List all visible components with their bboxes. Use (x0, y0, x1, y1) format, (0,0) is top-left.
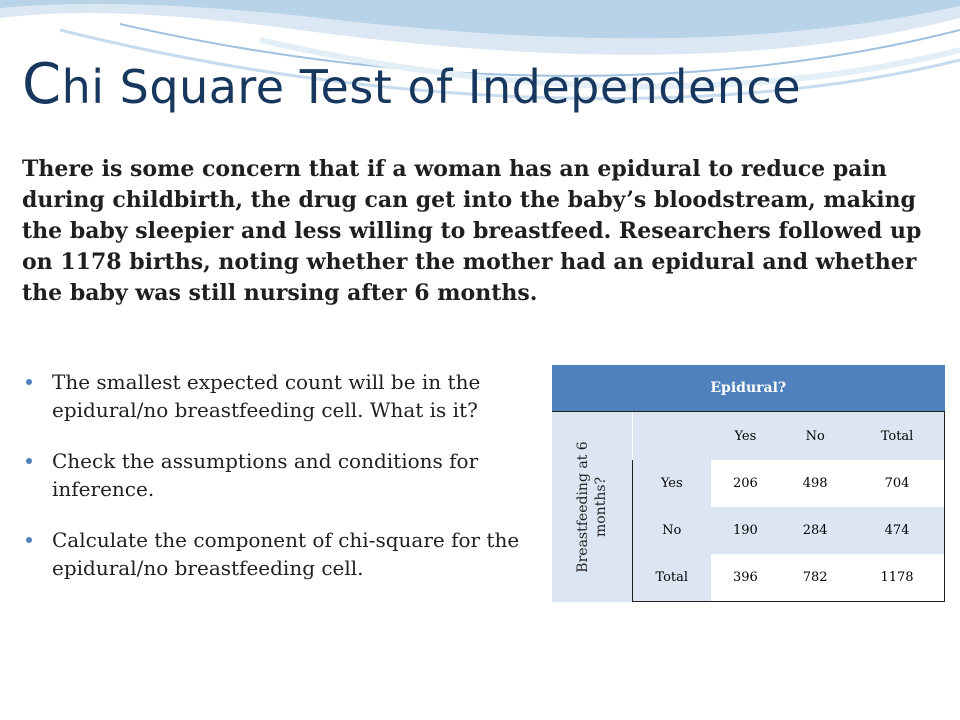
slide-title (22, 52, 801, 117)
table-cell: 1178 (850, 554, 944, 602)
table-cell: 284 (780, 507, 850, 554)
bullet-text: Check the assumptions and conditions for inference. (52, 449, 479, 501)
bullet-dot-icon (26, 537, 32, 543)
row-label: Total (633, 554, 711, 602)
bullet-item (22, 368, 532, 424)
table-corner-cell (633, 412, 711, 461)
bullet-dot-icon (26, 458, 32, 464)
intro-paragraph: There is some concern that if a woman has an epidural to reduce pain during childbirth, the drug can get into the baby’s bloodstream, making the baby sleepier and less willing to breastfeed. Researchers followed up on 1178 births, noting whether the mother had an epidural and whether the baby was still nursing after 6 months. (22, 156, 922, 306)
bullet-item (22, 447, 532, 503)
title-rest: hi Square Test of Independence (61, 60, 802, 114)
table-column-header: Epidural? (552, 365, 945, 412)
row-label: Yes (633, 460, 711, 507)
table-cell: 782 (780, 554, 850, 602)
table-row-header-cell (552, 412, 633, 602)
column-label: Yes (711, 412, 781, 461)
bullet-dot-icon (26, 379, 32, 385)
table-cell: 396 (711, 554, 781, 602)
column-label: Total (850, 412, 944, 461)
title-first-letter: C (22, 52, 62, 117)
table-cell: 474 (850, 507, 944, 554)
bullet-text: The smallest expected count will be in the epidural/no breastfeeding cell. What is it? (52, 370, 481, 422)
contingency-table (552, 365, 945, 602)
table-cell: 498 (780, 460, 850, 507)
bullet-text: Calculate the component of chi-square for the epidural/no breastfeeding cell. (52, 528, 520, 580)
row-label: No (633, 507, 711, 554)
table-cell: 190 (711, 507, 781, 554)
bullet-list (22, 368, 532, 605)
table-row-header: Breastfeeding at 6 months? (575, 441, 609, 573)
table-cell: 206 (711, 460, 781, 507)
column-label: No (780, 412, 850, 461)
bullet-item (22, 526, 532, 582)
table-cell: 704 (850, 460, 944, 507)
